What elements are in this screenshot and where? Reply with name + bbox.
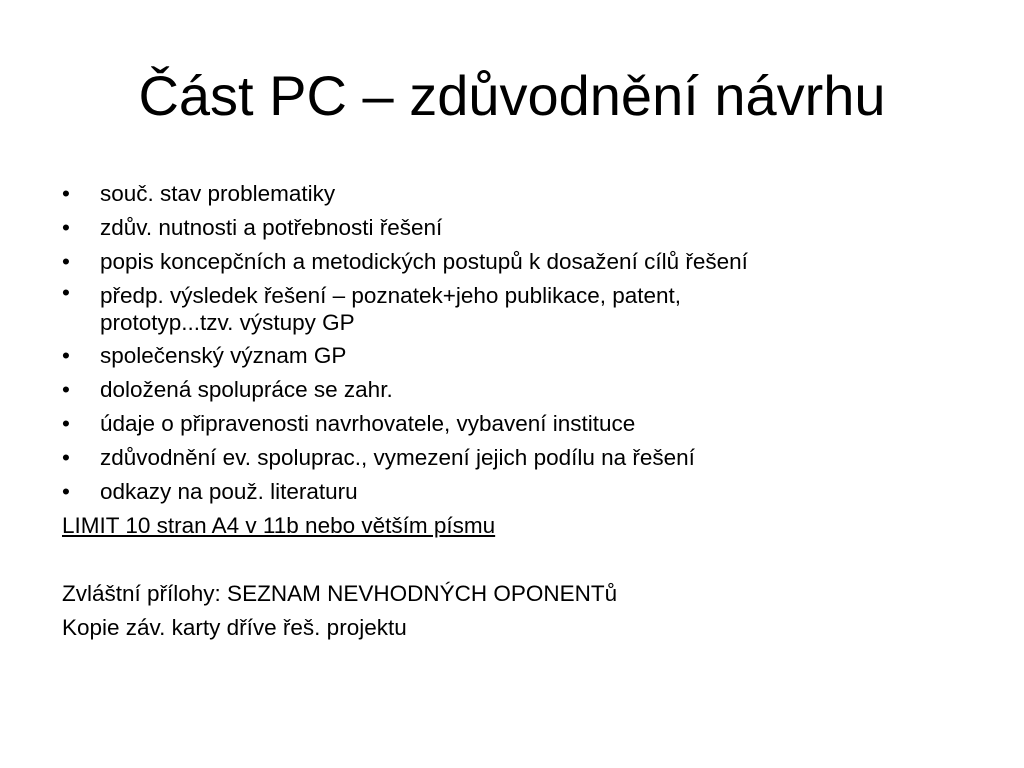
list-item-text: popis koncepčních a metodických postupů k dosažení cílů řešení (100, 249, 748, 274)
list-item-text: souč. stav problematiky (100, 181, 336, 206)
list-item (62, 475, 982, 509)
bullet-icon: • (62, 377, 70, 402)
bullet-icon: • (62, 249, 70, 274)
list-item (62, 339, 982, 373)
list-item-text: prototyp...tzv. výstupy GP (100, 310, 355, 335)
slide-title: Část PC – zdůvodnění návrhu (138, 64, 886, 127)
slide-content (62, 177, 982, 645)
attachments-line: Zvláštní přílohy: SEZNAM NEVHODNÝCH OPONENTů (62, 581, 618, 606)
list-item (62, 177, 982, 211)
list-item (62, 441, 982, 475)
limit-note: LIMIT 10 stran A4 v 11b nebo větším písmu (62, 513, 496, 538)
copy-line: Kopie záv. karty dříve řeš. projektu (62, 615, 407, 640)
bullet-icon: • (62, 479, 70, 504)
bullet-list (62, 177, 982, 509)
list-item-text: doložená spolupráce se zahr. (100, 377, 393, 402)
bullet-icon: • (62, 445, 70, 470)
list-item (62, 245, 982, 279)
list-item-text: údaje o připravenosti navrhovatele, vybavení instituce (100, 411, 636, 436)
list-item-text: předp. výsledek řešení – poznatek+jeho publikace, patent, (100, 283, 682, 308)
bullet-icon: • (62, 411, 70, 436)
bullet-icon: • (62, 343, 70, 368)
list-item (62, 373, 982, 407)
bullet-icon: • (62, 215, 70, 240)
list-item-text: odkazy na použ. literaturu (100, 479, 358, 504)
spacer (62, 543, 982, 577)
list-item-text: společenský význam GP (100, 343, 347, 368)
list-item-text: zdůvodnění ev. spoluprac., vymezení jejich podílu na řešení (100, 445, 695, 470)
list-item-text: zdův. nutnosti a potřebnosti řešení (100, 215, 443, 240)
list-item (62, 279, 982, 339)
list-item (62, 211, 982, 245)
bullet-icon: • (62, 181, 70, 206)
list-item (62, 407, 982, 441)
bullet-icon: • (62, 280, 70, 305)
